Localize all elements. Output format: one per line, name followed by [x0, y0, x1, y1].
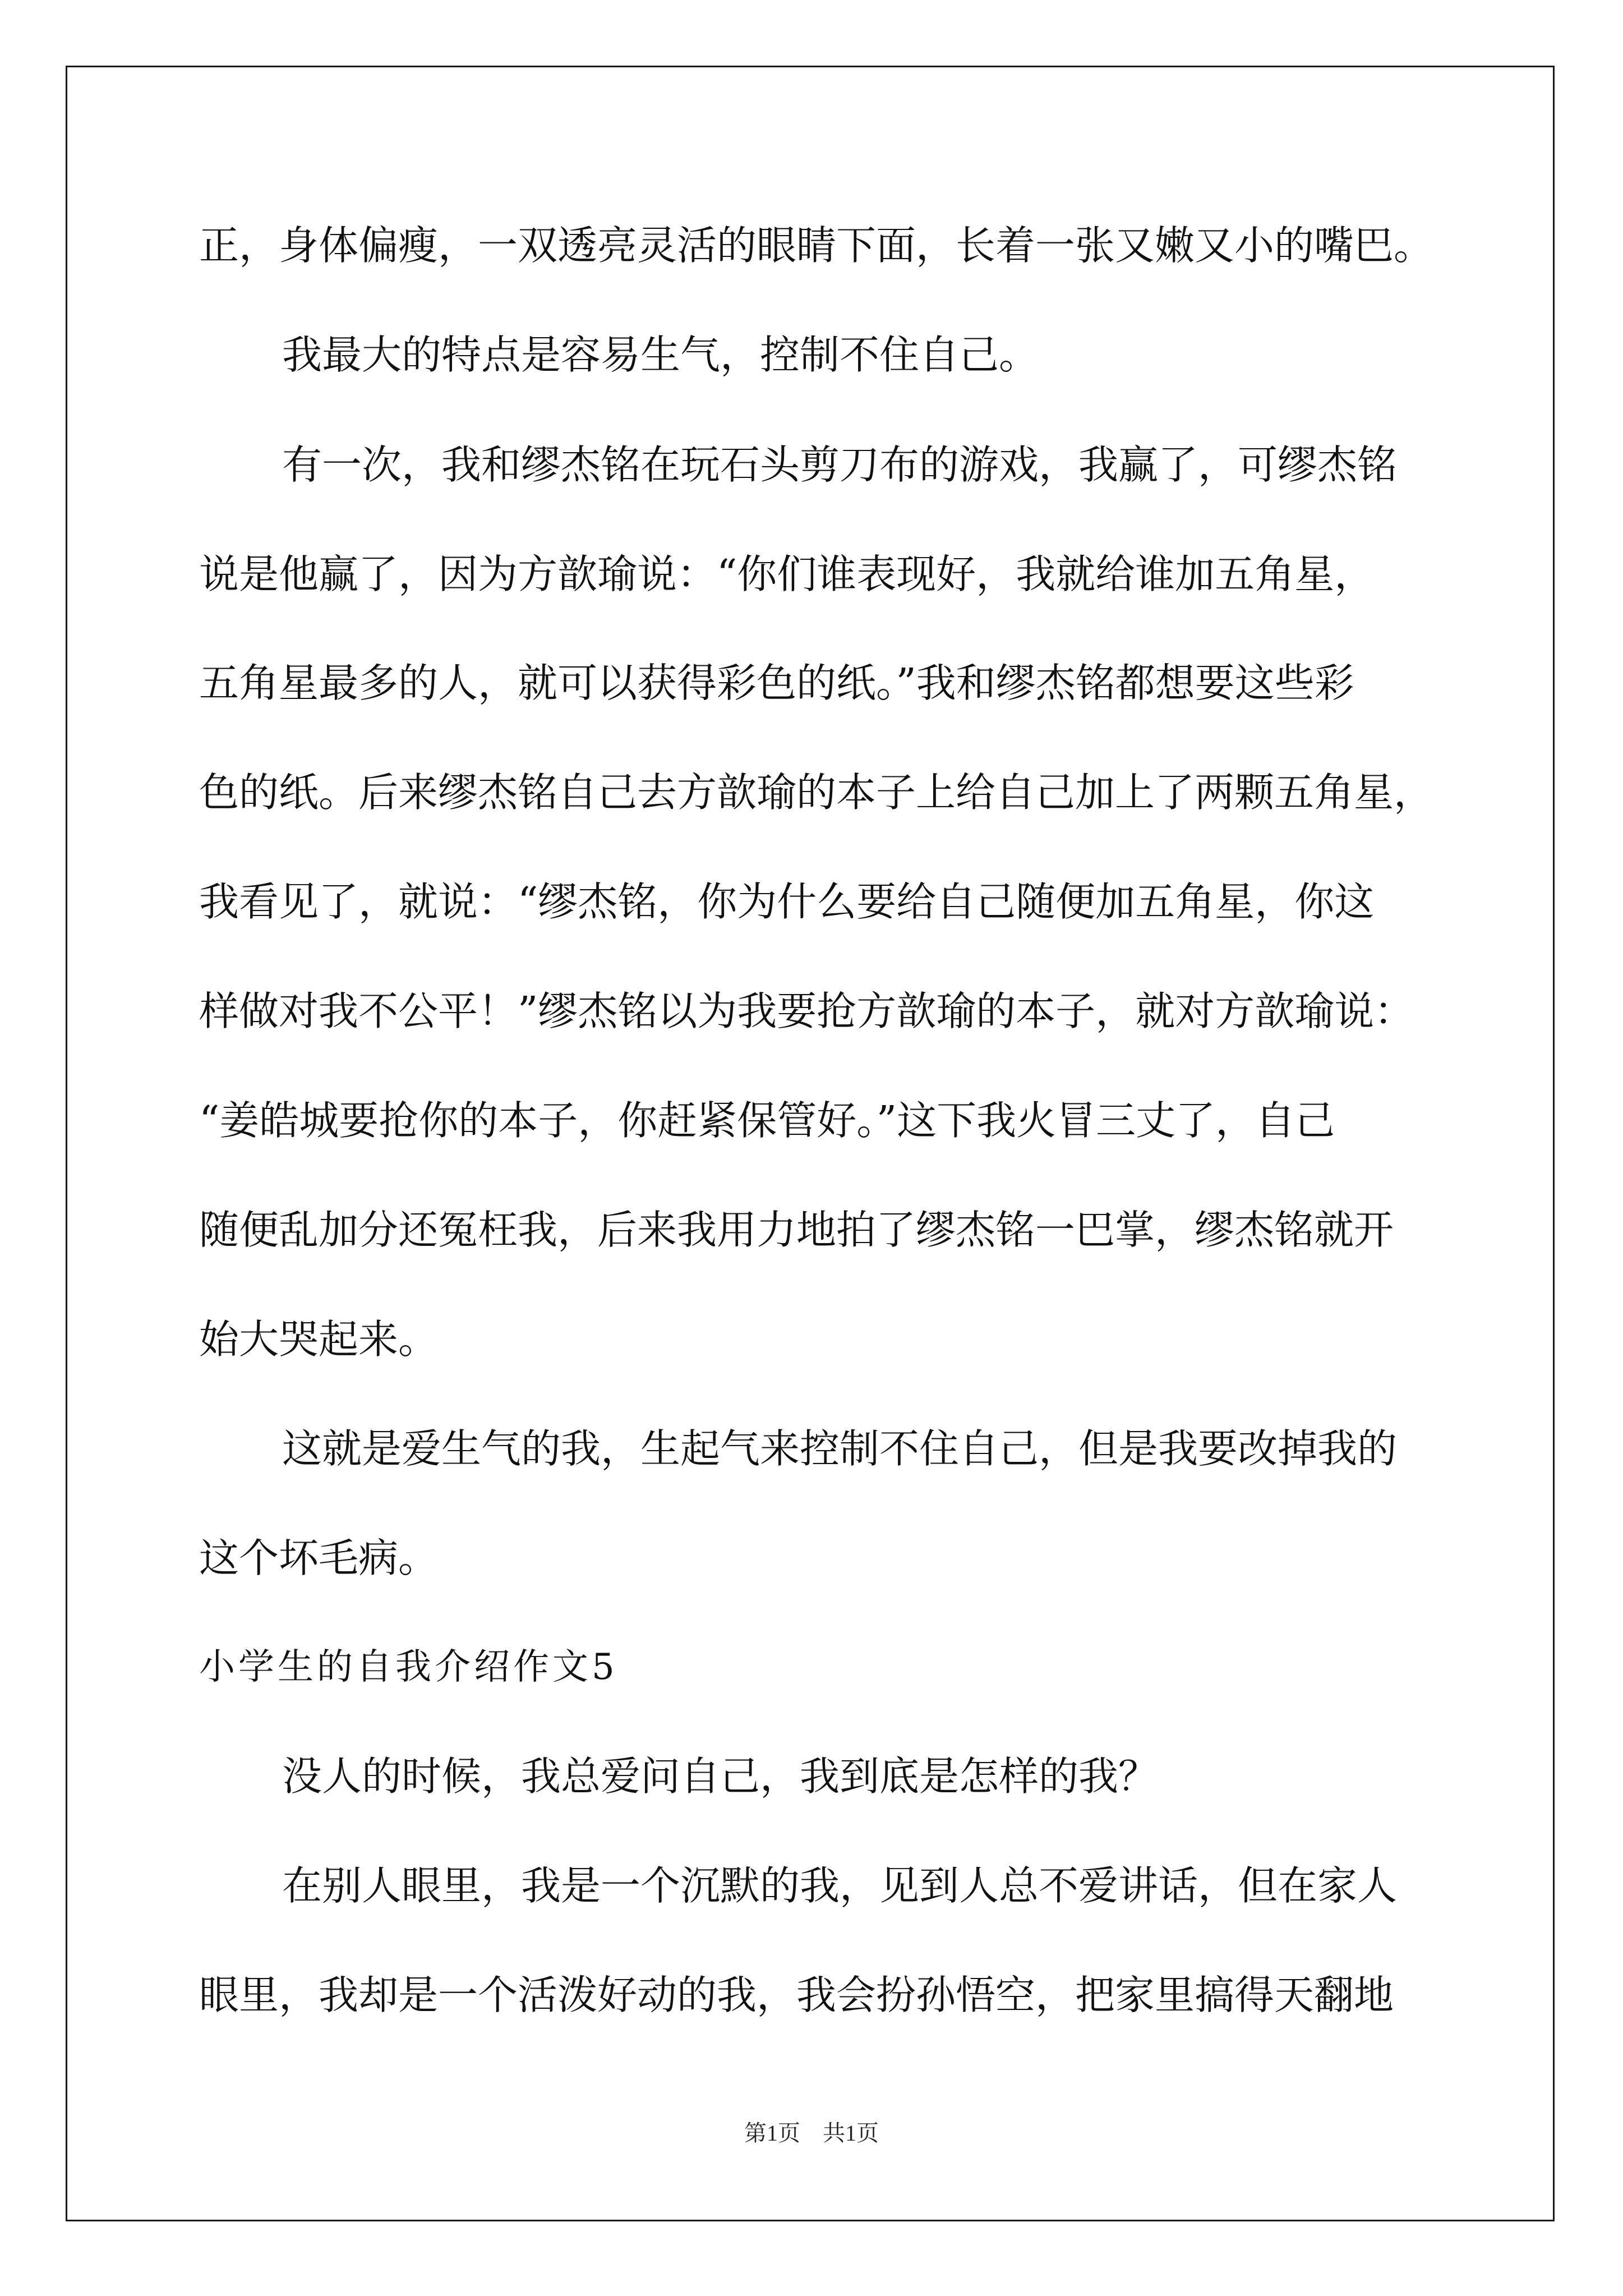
text-line: 色的纸。后来缪杰铭自己去方歆瑜的本子上给自己加上了两颗五角星，	[199, 769, 1434, 816]
text-line: 这个坏毛病。	[199, 1535, 439, 1581]
text-line: 正，身体偏瘦，一双透亮灵活的眼睛下面，长着一张又嫩又小的嘴巴。	[199, 222, 1434, 269]
text-line: 五角星最多的人，就可以获得彩色的纸。”我和缪杰铭都想要这些彩	[199, 660, 1354, 706]
text-line: 随便乱加分还冤枉我，后来我用力地拍了缪杰铭一巴掌，缪杰铭就开	[199, 1207, 1394, 1253]
text-line: “姜皓城要抢你的本子，你赶紧保管好。”这下我火冒三丈了，自己	[199, 1097, 1335, 1144]
text-line: 样做对我不公平！”缪杰铭以为我要抢方歆瑜的本子，就对方歆瑜说：	[199, 988, 1414, 1034]
text-line: 眼里，我却是一个活泼好动的我，我会扮孙悟空，把家里搞得天翻地	[199, 1972, 1394, 2018]
text-line: 在别人眼里，我是一个沉默的我，见到人总不爱讲话，但在家人	[282, 1862, 1398, 1909]
section-heading: 小学生的自我介绍作文5	[199, 1646, 618, 1688]
text-line: 这就是爱生气的我，生起气来控制不住自己，但是我要改掉我的	[282, 1425, 1398, 1472]
text-line: 我看见了，就说：“缪杰铭，你为什么要给自己随便加五角星，你这	[199, 878, 1375, 925]
text-line: 有一次，我和缪杰铭在玩石头剪刀布的游戏，我赢了，可缪杰铭	[282, 441, 1398, 488]
text-line: 没人的时候，我总爱问自己，我到底是怎样的我？	[282, 1753, 1159, 1800]
text-line: 始大哭起来。	[199, 1316, 439, 1363]
text-line: 说是他赢了，因为方歆瑜说：“你们谁表现好，我就给谁加五角星，	[199, 551, 1375, 597]
page-number: 第1页 共1页	[744, 2120, 879, 2146]
text-line: 我最大的特点是容易生气，控制不住自己。	[282, 332, 1039, 378]
